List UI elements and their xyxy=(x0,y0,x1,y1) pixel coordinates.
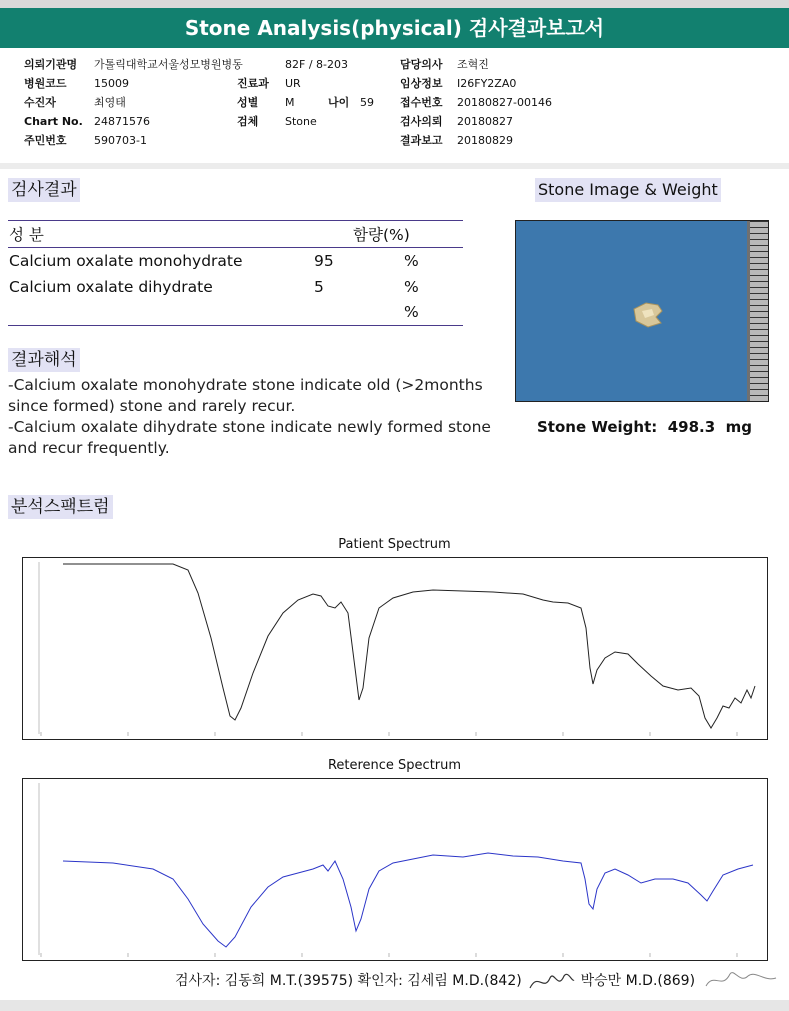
chart-label: Chart No. xyxy=(24,115,83,128)
signature-text xyxy=(175,968,695,994)
chart-value: 24871576 xyxy=(94,115,150,128)
weight-unit: mg xyxy=(725,418,752,436)
department-label: 진료과 xyxy=(237,77,269,90)
results-heading: 검사결과 xyxy=(8,178,80,202)
age-value: 59 xyxy=(360,96,374,109)
spectrum-trace xyxy=(63,853,753,947)
meta-col-1 xyxy=(24,55,243,150)
col-component-header: 성 분 xyxy=(8,221,313,248)
resident-label: 주민번호 xyxy=(24,134,67,147)
request-label: 검사의뢰 xyxy=(400,115,443,128)
report-date-value: 20180829 xyxy=(457,134,513,147)
component-unit: % xyxy=(403,300,463,326)
doctor-value: 조혁진 xyxy=(457,58,489,71)
component-value: 5 xyxy=(314,277,324,296)
composition-header-row xyxy=(8,221,463,248)
signature-1-icon xyxy=(526,968,576,994)
signature-footer xyxy=(0,962,789,992)
weight-label: Stone Weight: xyxy=(537,418,658,436)
stone-heading: Stone Image & Weight xyxy=(535,178,721,202)
bottom-strip xyxy=(0,1000,789,1011)
reference-spectrum-chart xyxy=(22,778,768,961)
interpretation-line-2: -Calcium oxalate dihydrate stone indicate newly formed stone and recur frequently. xyxy=(8,418,491,457)
resident-value: 590703-1 xyxy=(94,134,147,147)
component-unit: % xyxy=(404,251,419,270)
component-name: Calcium oxalate monohydrate xyxy=(9,251,243,270)
report-title: Stone Analysis(physical) 검사결과보고서 xyxy=(0,8,789,48)
stone-specimen-image xyxy=(516,221,769,402)
institution-value: 가톨릭대학교서울성모병원병동 xyxy=(94,58,243,71)
institution-label: 의뢰기관명 xyxy=(24,58,78,71)
patient-value: 최영태 xyxy=(94,96,126,109)
report-date-label: 결과보고 xyxy=(400,134,443,147)
separator xyxy=(0,163,789,169)
component-value xyxy=(313,300,403,326)
specimen-label: 검체 xyxy=(237,115,259,128)
department-value: UR xyxy=(285,77,301,90)
hospital-code-value: 15009 xyxy=(94,77,129,90)
top-strip xyxy=(0,0,789,8)
component-value: 95 xyxy=(314,251,334,270)
meta-col-3 xyxy=(400,55,552,150)
composition-row xyxy=(8,300,463,326)
ward-value: 82F / 8-203 xyxy=(285,58,348,71)
stone-photo xyxy=(515,220,769,402)
component-name: Calcium oxalate dihydrate xyxy=(9,277,213,296)
hospital-code-label: 병원코드 xyxy=(24,77,67,90)
signature-2-icon xyxy=(700,962,780,992)
interpretation-heading: 결과해석 xyxy=(8,348,80,372)
stone-weight xyxy=(537,418,752,436)
sex-label: 성별 xyxy=(237,96,259,109)
age-label: 나이 xyxy=(328,96,350,109)
patient-spectrum-title: Patient Spectrum xyxy=(338,537,451,552)
col-content-header: 함량(%) xyxy=(313,221,463,248)
examiner-confirmer: 검사자: 김동희 M.T.(39575) 확인자: 김세림 M.D.(842) xyxy=(175,973,522,989)
clinical-info-label: 임상정보 xyxy=(400,77,443,90)
spectrum-heading: 분석스팩트럼 xyxy=(8,495,113,519)
composition-row xyxy=(8,248,463,274)
patient-spectrum-chart xyxy=(22,557,768,740)
reference-spectrum-title: Reterence Spectrum xyxy=(327,758,462,773)
clinical-info-value: I26FY2ZA0 xyxy=(457,77,517,90)
interpretation-line-1: -Calcium oxalate monohydrate stone indicate old (>2months since formed) stone and rarely recur. xyxy=(8,376,483,415)
patient-spectrum-plot xyxy=(23,558,767,739)
specimen-value: Stone xyxy=(285,115,317,128)
ruler xyxy=(750,221,768,401)
component-name xyxy=(8,300,313,326)
receipt-label: 접수번호 xyxy=(400,96,443,109)
reference-spectrum-plot xyxy=(23,779,767,960)
receipt-value: 20180827-00146 xyxy=(457,96,552,109)
weight-value: 498.3 xyxy=(667,418,716,436)
interpretation-text xyxy=(8,375,503,459)
meta-col-2 xyxy=(237,55,374,131)
component-unit: % xyxy=(404,277,419,296)
spectrum-trace xyxy=(63,564,755,728)
request-value: 20180827 xyxy=(457,115,513,128)
approver: 박승만 M.D.(869) xyxy=(580,973,696,989)
patient-label: 수진자 xyxy=(24,96,56,109)
composition-table xyxy=(8,220,463,326)
composition-row xyxy=(8,274,463,300)
sex-value: M xyxy=(285,96,295,109)
doctor-label: 담당의사 xyxy=(400,58,443,71)
